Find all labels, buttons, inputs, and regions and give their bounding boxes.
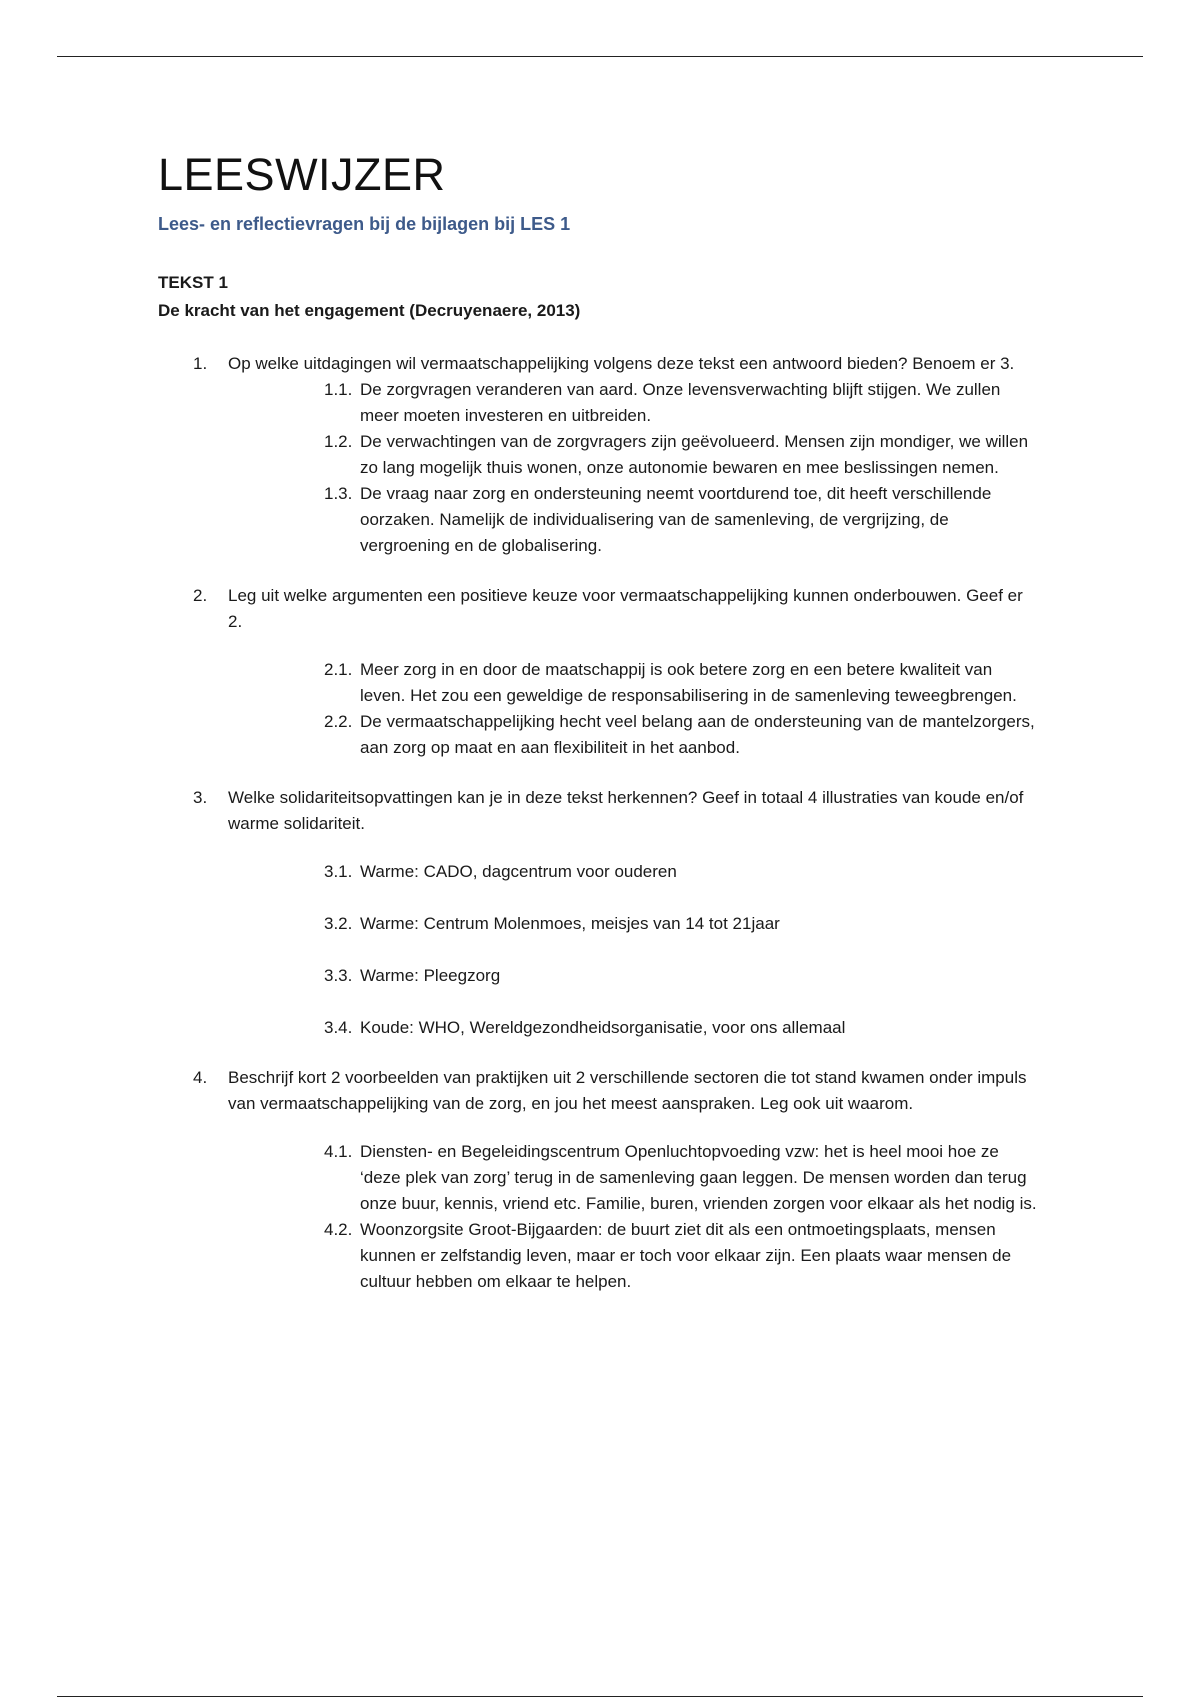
answer-number: 1.1. — [324, 379, 353, 399]
answer-text: Warme: Pleegzorg — [360, 965, 501, 985]
section-title: De kracht van het engagement (Decruyenaere, 2013) — [158, 300, 581, 320]
answer-number: 4.1. — [324, 1141, 353, 1161]
question-text: Leg uit welke argumenten een positieve keuze voor vermaatschappelijking kunnen onderbouwen. Geef er 2. — [228, 585, 1023, 631]
answer-item — [228, 657, 1038, 709]
question-text: Welke solidariteitsopvattingen kan je in deze tekst herkennen? Geef in totaal 4 illustraties van koude en/of warme solidariteit. — [228, 787, 1024, 833]
answer-text: De zorgvragen veranderen van aard. Onze levensverwachting blijft stijgen. We zullen meer moeten investeren en uitbreiden. — [360, 379, 1001, 425]
answer-item — [228, 481, 1038, 559]
answer-list — [228, 657, 1038, 761]
answer-text: Warme: CADO, dagcentrum voor ouderen — [360, 861, 677, 881]
answer-item — [228, 859, 1038, 885]
answer-number: 1.3. — [324, 483, 353, 503]
section-label: TEKST 1 — [158, 272, 228, 292]
question-number: 4. — [193, 1067, 208, 1087]
answer-list — [228, 859, 1038, 1041]
answer-text: De verwachtingen van de zorgvragers zijn geëvolueerd. Mensen zijn mondiger, we willen zo lang mogelijk thuis wonen, onze autonomie bewaren en mee beslissingen nemen. — [360, 431, 1029, 477]
question-2 — [158, 583, 1038, 761]
answer-text: Meer zorg in en door de maatschappij is ook betere zorg en een betere kwaliteit van leven. Het zou een geweldige de responsabilisering in de samenleving teweegbrengen. — [360, 659, 1017, 705]
answer-item — [228, 377, 1038, 429]
answer-number: 2.1. — [324, 659, 353, 679]
document-subtitle: Lees- en reflectievragen bij de bijlagen bij LES 1 — [158, 213, 571, 234]
answer-list — [228, 1139, 1038, 1295]
answer-number: 3.2. — [324, 913, 353, 933]
question-1 — [158, 351, 1038, 559]
answer-item — [228, 963, 1038, 989]
top-rule — [57, 56, 1143, 57]
answer-text: Woonzorgsite Groot-Bijgaarden: de buurt ziet dit als een ontmoetingsplaats, mensen kunnen er zelfstandig leven, maar er toch voor elkaar zijn. Een plaats waar mensen de cultuur hebben om elkaar te helpen. — [360, 1219, 1012, 1291]
answer-number: 4.2. — [324, 1219, 353, 1239]
question-number: 1. — [193, 353, 208, 373]
answer-item — [228, 429, 1038, 481]
answer-number: 1.2. — [324, 431, 353, 451]
question-4 — [158, 1065, 1038, 1295]
question-text: Beschrijf kort 2 voorbeelden van praktijken uit 2 verschillende sectoren die tot stand kwamen onder impuls van vermaatschappelijking van de zorg, en jou het meest aanspraken. Leg ook uit waarom. — [228, 1067, 1027, 1113]
answer-text: De vraag naar zorg en ondersteuning neemt voortdurend toe, dit heeft verschillende oorzaken. Namelijk de individualisering van de samenleving, de vergrijzing, de vergroening en de globalisering. — [360, 483, 992, 555]
answer-item — [228, 1217, 1038, 1295]
answer-text: Koude: WHO, Wereldgezondheidsorganisatie, voor ons allemaal — [360, 1017, 846, 1037]
document-title: LEESWIJZER — [158, 149, 446, 200]
answer-item — [228, 1015, 1038, 1041]
question-list — [158, 351, 1038, 1295]
answer-number: 2.2. — [324, 711, 353, 731]
answer-number: 3.1. — [324, 861, 353, 881]
answer-item — [228, 911, 1038, 937]
bottom-rule — [57, 1696, 1143, 1697]
question-text: Op welke uitdagingen wil vermaatschappelijking volgens deze tekst een antwoord bieden? Benoem er 3. — [228, 353, 1015, 373]
answer-number: 3.3. — [324, 965, 353, 985]
question-number: 2. — [193, 585, 208, 605]
answer-text: De vermaatschappelijking hecht veel belang aan de ondersteuning van de mantelzorgers, aan zorg op maat en aan flexibiliteit in het aanbod. — [360, 711, 1035, 757]
answer-number: 3.4. — [324, 1017, 353, 1037]
document-page — [158, 150, 1038, 1319]
question-number: 3. — [193, 787, 208, 807]
answer-item — [228, 709, 1038, 761]
answer-item — [228, 1139, 1038, 1217]
answer-text: Warme: Centrum Molenmoes, meisjes van 14 tot 21jaar — [360, 913, 780, 933]
answer-text: Diensten- en Begeleidingscentrum Openluchtopvoeding vzw: het is heel mooi hoe ze ‘deze plek van zorg’ terug in de samenleving gaan leggen. De mensen worden dan terug onze buur, kennis, vriend etc. Familie, buren, vrienden zorgen voor elkaar als het nodig is. — [360, 1141, 1037, 1213]
answer-list — [228, 377, 1038, 559]
question-3 — [158, 785, 1038, 1041]
